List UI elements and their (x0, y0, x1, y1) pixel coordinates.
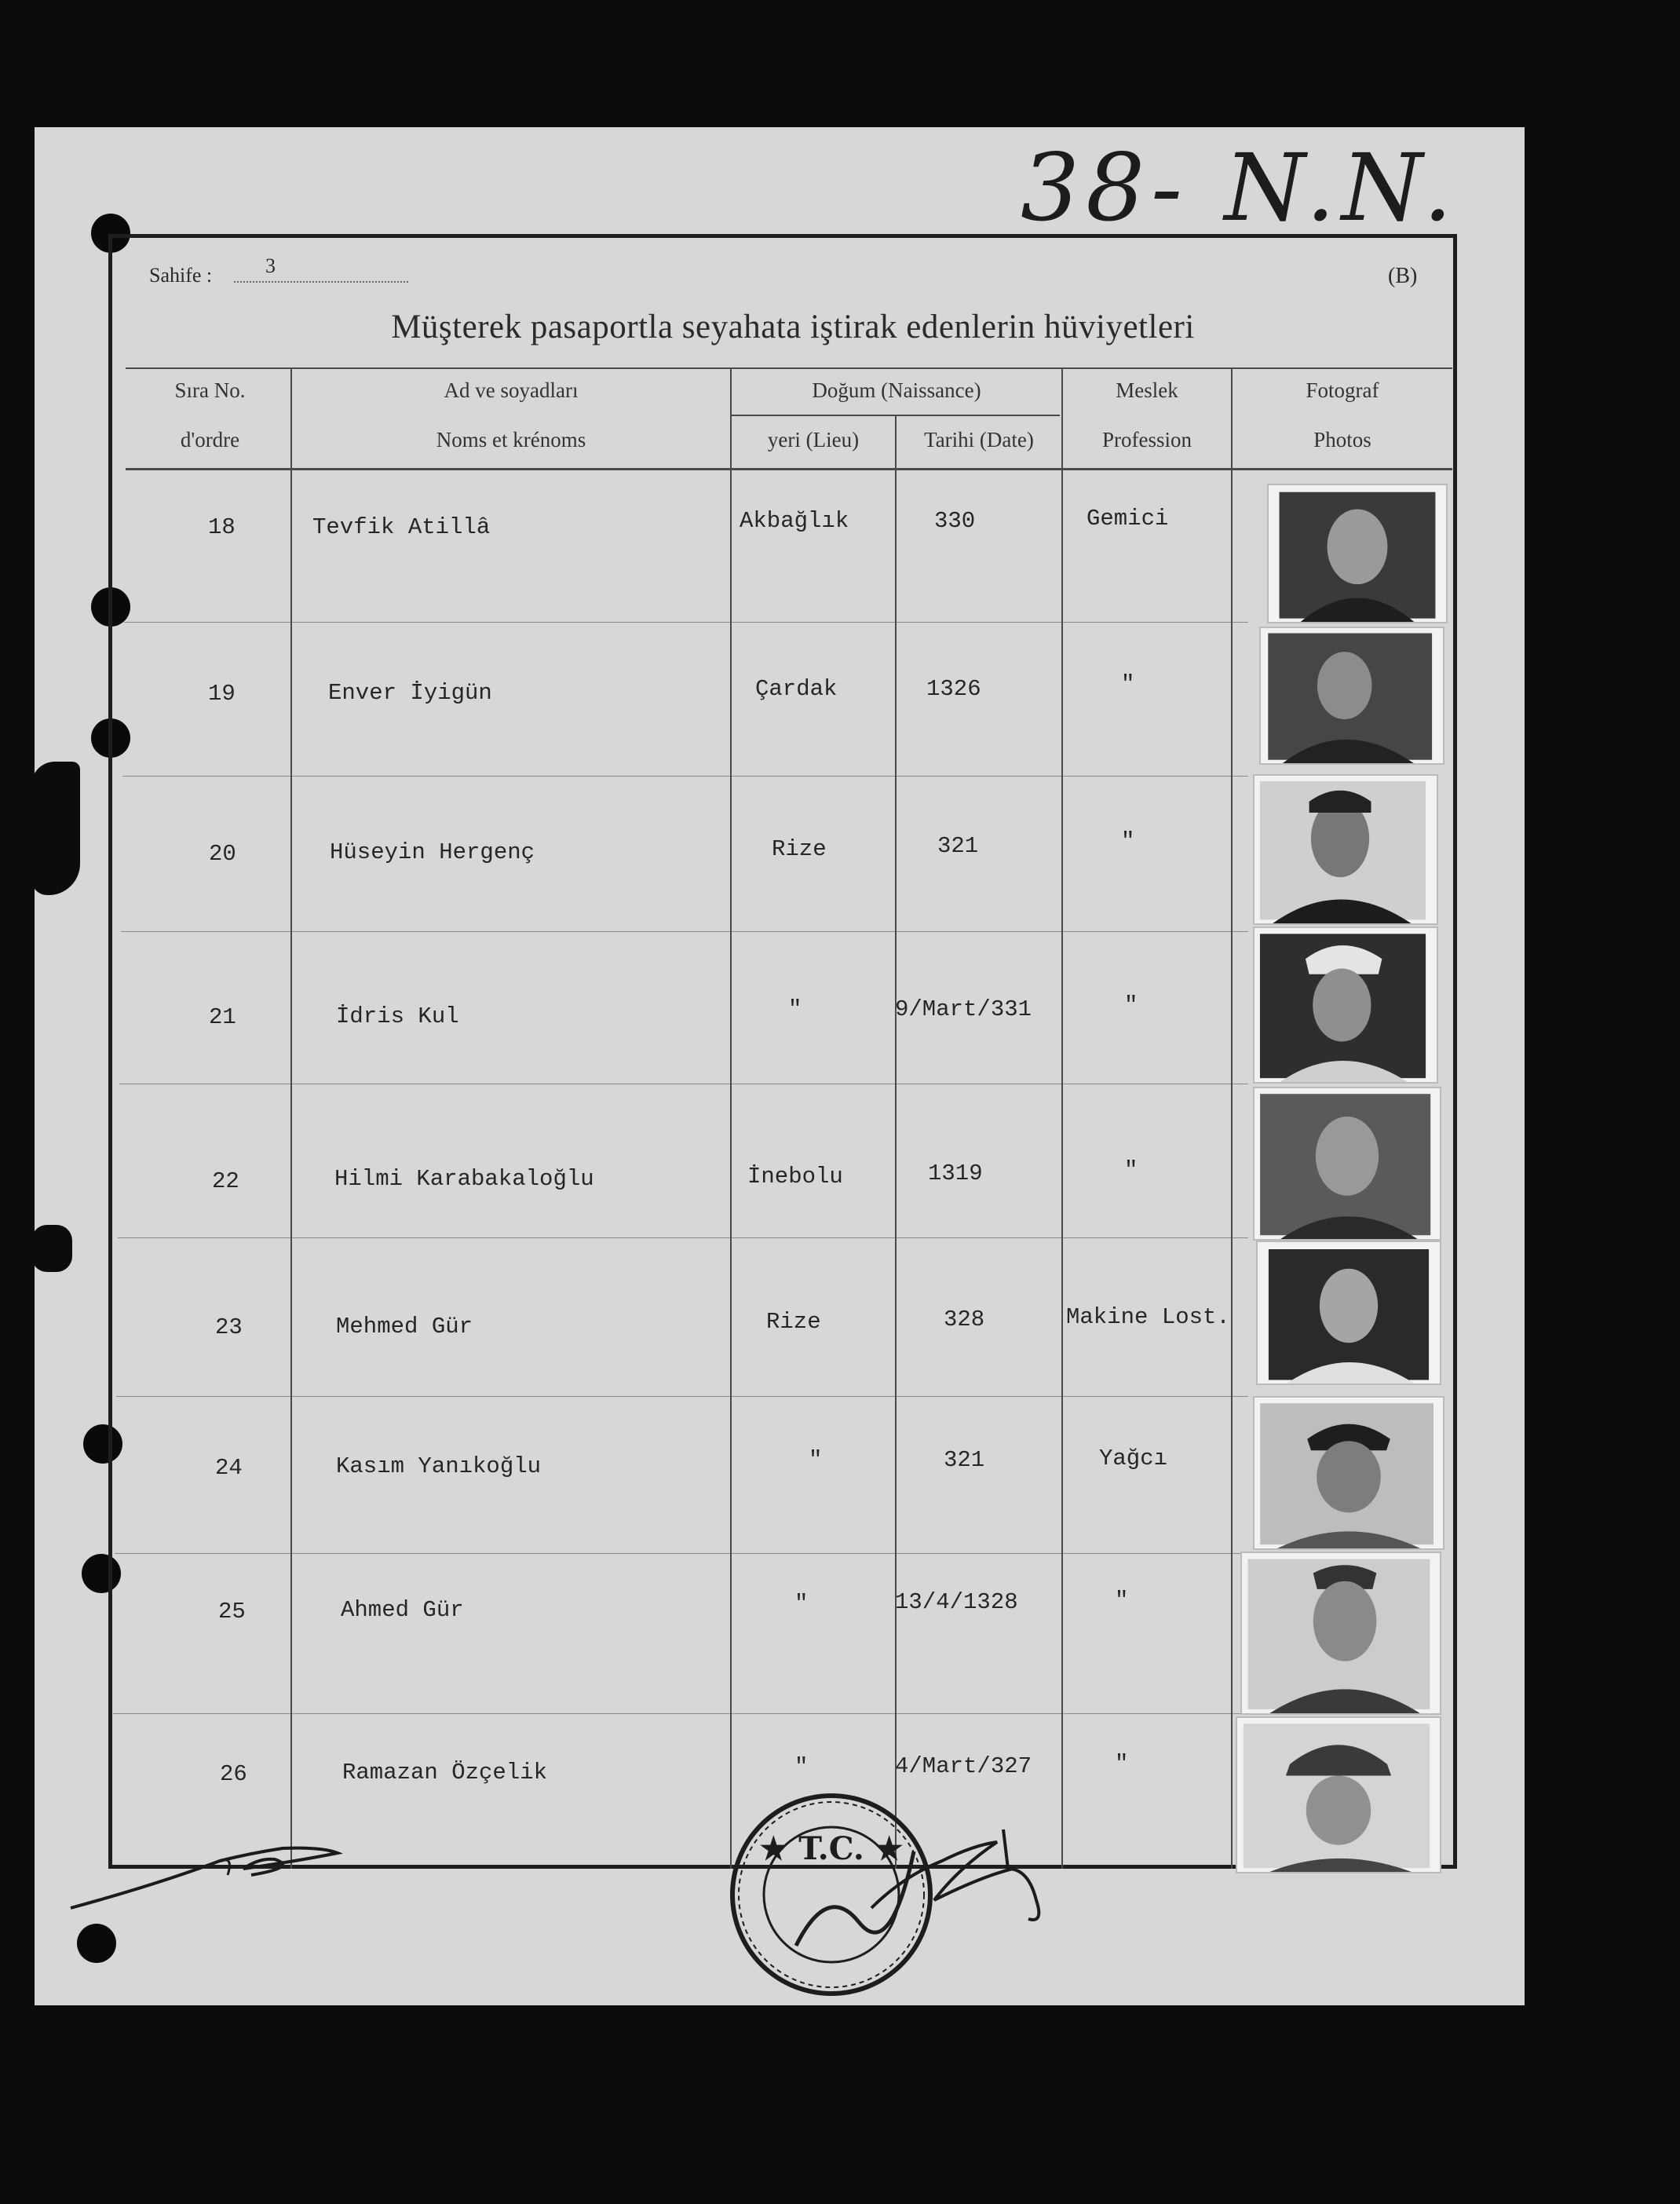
row-name: Ahmed Gür (341, 1597, 464, 1623)
row-birthplace: İnebolu (747, 1164, 843, 1190)
passport-photo (1253, 1087, 1441, 1241)
row-birthdate: 330 (934, 508, 976, 534)
row-number: 26 (220, 1761, 247, 1787)
torn-edge (31, 1225, 72, 1272)
row-profession: Makine Lost. (1066, 1304, 1230, 1330)
passport-photo (1259, 627, 1444, 765)
row-name: İdris Kul (336, 1003, 459, 1029)
row-birthdate: 321 (944, 1447, 985, 1473)
handwritten-reference: 38- N.N. (1021, 133, 1459, 242)
row-name: Enver İyigün (328, 680, 492, 706)
passport-photo (1256, 1241, 1441, 1385)
row-number: 25 (218, 1599, 246, 1625)
header-sira-fr: d'ordre (180, 428, 240, 451)
passport-photo (1240, 1552, 1441, 1715)
row-birthplace: " (794, 1754, 809, 1780)
row-number: 24 (215, 1455, 243, 1481)
header-birth: Doğum (Naissance) (812, 378, 981, 402)
punch-hole (77, 1924, 116, 1963)
header-date: Tarihi (Date) (924, 428, 1034, 451)
row-profession: Yağcı (1099, 1446, 1168, 1471)
row-profession: " (1115, 1751, 1129, 1777)
row-profession: " (1115, 1588, 1129, 1614)
row-number: 20 (209, 841, 236, 867)
header-photo-fr: Photos (1313, 428, 1371, 451)
row-profession: " (1124, 1157, 1138, 1183)
row-birthplace: Çardak (755, 676, 838, 702)
row-birthplace: Rize (766, 1309, 821, 1335)
row-birthdate: 321 (937, 833, 979, 859)
row-profession: " (1121, 671, 1135, 697)
row-profession: " (1121, 828, 1135, 854)
row-birthplace: Akbağlık (740, 508, 849, 534)
header-photo: Fotograf (1306, 378, 1379, 402)
row-number: 18 (208, 514, 236, 540)
row-birthdate: 1319 (928, 1160, 983, 1186)
table-rule (895, 416, 897, 1869)
form-title: Müşterek pasaportla seyahata iştirak edenlerin hüviyetleri (391, 309, 1195, 345)
row-profession: Gemici (1087, 506, 1169, 532)
row-name: Mehmed Gür (336, 1314, 473, 1340)
row-name: Hüseyin Hergenç (330, 839, 535, 865)
row-name: Kasım Yanıkoğlu (336, 1453, 542, 1479)
row-birthplace: Rize (772, 836, 827, 862)
row-number: 19 (208, 681, 236, 707)
row-name: Hilmi Karabakaloğlu (334, 1166, 594, 1192)
row-birthplace: " (794, 1591, 809, 1617)
passport-photo (1253, 774, 1438, 925)
torn-edge (31, 762, 80, 895)
row-profession: " (1124, 992, 1138, 1018)
page-label (149, 254, 276, 287)
header-profession: Meslek (1116, 378, 1178, 402)
table-rule (113, 1713, 1248, 1714)
header-place: yeri (Lieu) (767, 428, 860, 451)
stamp-text: ★ T.C. ★ (759, 1830, 904, 1867)
form-code: (B) (1388, 264, 1418, 288)
row-name: Ramazan Özçelik (342, 1760, 548, 1785)
passport-photo (1267, 484, 1448, 623)
row-birthdate: 13/4/1328 (895, 1589, 1018, 1615)
header-sira: Sıra No. (174, 378, 246, 402)
header-profession-fr: Profession (1102, 428, 1192, 451)
signature (63, 1829, 353, 1924)
row-name: Tevfik Atillâ (312, 514, 491, 540)
row-number: 23 (215, 1314, 243, 1340)
signature (840, 1822, 1052, 1932)
row-birthplace: " (788, 996, 802, 1022)
row-number: 21 (209, 1004, 236, 1030)
row-birthdate: 328 (944, 1307, 985, 1332)
table-rule (290, 369, 292, 1869)
table-rule (730, 369, 732, 1869)
dotted-line (234, 281, 408, 283)
row-birthplace: " (809, 1447, 823, 1473)
page-number: 3 (265, 254, 276, 277)
passport-photo (1236, 1716, 1441, 1873)
header-name: Ad ve soyadları (444, 378, 579, 402)
table-rule (124, 622, 1248, 623)
table-rule (1231, 369, 1233, 1869)
table-rule (118, 1237, 1248, 1238)
table-rule (1061, 369, 1063, 1869)
page-label-text: Sahife : (149, 264, 213, 287)
passport-photo (1253, 1396, 1444, 1550)
header-name-fr: Noms et krénoms (436, 428, 586, 451)
row-number: 22 (212, 1168, 239, 1194)
table-rule (126, 468, 1452, 470)
table-rule (126, 367, 1452, 369)
row-birthdate: 9/Mart/331 (895, 996, 1032, 1022)
row-birthdate: 1326 (926, 676, 981, 702)
passport-photo (1253, 927, 1438, 1084)
row-birthdate: 4/Mart/327 (895, 1753, 1032, 1779)
table-rule (116, 1396, 1248, 1397)
table-rule (115, 1553, 1248, 1554)
